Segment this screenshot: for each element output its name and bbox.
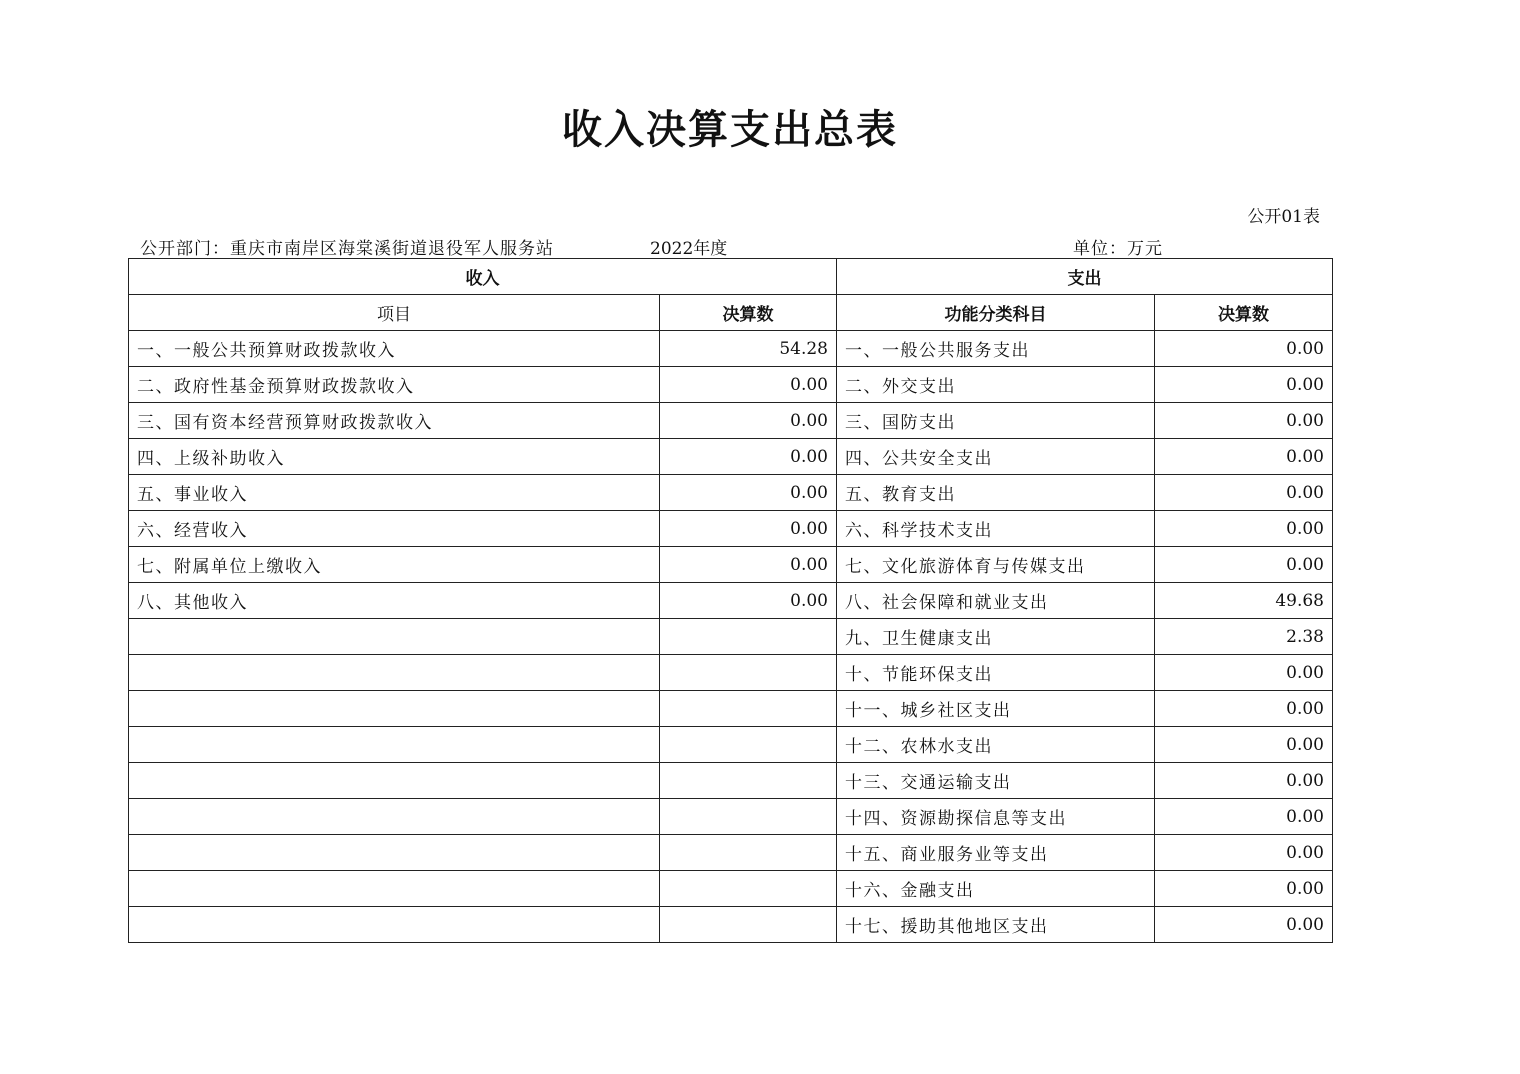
expense-item-label: 二、外交支出 — [837, 367, 1155, 403]
expense-item-value: 0.00 — [1155, 367, 1333, 403]
expense-item-value: 0.00 — [1155, 907, 1333, 943]
expense-item-value: 0.00 — [1155, 835, 1333, 871]
expense-item-value: 0.00 — [1155, 799, 1333, 835]
income-item-label: 一、一般公共预算财政拨款收入 — [129, 331, 660, 367]
income-item-label: 四、上级补助收入 — [129, 439, 660, 475]
expense-item-label: 九、卫生健康支出 — [837, 619, 1155, 655]
expense-item-label: 一、一般公共服务支出 — [837, 331, 1155, 367]
expense-item-label: 七、文化旅游体育与传媒支出 — [837, 547, 1155, 583]
table-row — [129, 403, 1333, 439]
form-number: 公开01表 — [1247, 207, 1320, 227]
income-item-value: 0.00 — [660, 475, 837, 511]
expense-item-label: 十二、农林水支出 — [837, 727, 1155, 763]
table-row — [129, 367, 1333, 403]
expense-item-value: 0.00 — [1155, 331, 1333, 367]
income-amount-column-header: 决算数 — [660, 295, 837, 331]
section-header-row — [129, 259, 1333, 295]
empty-cell — [129, 655, 660, 691]
expense-item-label: 三、国防支出 — [837, 403, 1155, 439]
table-row — [129, 727, 1333, 763]
expense-item-label: 十一、城乡社区支出 — [837, 691, 1155, 727]
table-row — [129, 511, 1333, 547]
expense-item-label: 十七、援助其他地区支出 — [837, 907, 1155, 943]
income-item-value: 54.28 — [660, 331, 837, 367]
income-item-value: 0.00 — [660, 439, 837, 475]
expense-item-value: 49.68 — [1155, 583, 1333, 619]
fiscal-year: 2022年度 — [650, 239, 728, 259]
empty-cell — [660, 619, 837, 655]
empty-cell — [129, 835, 660, 871]
expense-item-value: 0.00 — [1155, 655, 1333, 691]
expense-item-label: 十、节能环保支出 — [837, 655, 1155, 691]
expense-item-value: 0.00 — [1155, 727, 1333, 763]
expense-item-label: 十三、交通运输支出 — [837, 763, 1155, 799]
table-row — [129, 583, 1333, 619]
income-item-label: 七、附属单位上缴收入 — [129, 547, 660, 583]
expense-item-label: 八、社会保障和就业支出 — [837, 583, 1155, 619]
income-item-label: 三、国有资本经营预算财政拨款收入 — [129, 403, 660, 439]
expense-item-value: 0.00 — [1155, 403, 1333, 439]
table-row — [129, 907, 1333, 943]
expense-item-value: 0.00 — [1155, 439, 1333, 475]
empty-cell — [129, 871, 660, 907]
income-item-value: 0.00 — [660, 547, 837, 583]
income-item-label: 二、政府性基金预算财政拨款收入 — [129, 367, 660, 403]
income-item-label: 五、事业收入 — [129, 475, 660, 511]
table-row — [129, 655, 1333, 691]
expense-item-value: 0.00 — [1155, 475, 1333, 511]
expense-item-value: 0.00 — [1155, 763, 1333, 799]
table-row — [129, 439, 1333, 475]
table-row — [129, 799, 1333, 835]
expense-item-value: 0.00 — [1155, 871, 1333, 907]
table-row — [129, 763, 1333, 799]
expense-item-value: 0.00 — [1155, 511, 1333, 547]
empty-cell — [129, 799, 660, 835]
expense-item-label: 十四、资源勘探信息等支出 — [837, 799, 1155, 835]
department-label: 公开部门：重庆市南岸区海棠溪街道退役军人服务站 — [140, 239, 554, 259]
table-row — [129, 835, 1333, 871]
empty-cell — [129, 907, 660, 943]
item-column-header: 项目 — [129, 295, 660, 331]
table-row — [129, 331, 1333, 367]
empty-cell — [129, 727, 660, 763]
empty-cell — [660, 691, 837, 727]
table-row — [129, 691, 1333, 727]
table-row — [129, 619, 1333, 655]
income-item-value: 0.00 — [660, 511, 837, 547]
page-title: 收入决算支出总表 — [562, 106, 898, 153]
income-item-label: 八、其他收入 — [129, 583, 660, 619]
expense-item-value: 0.00 — [1155, 547, 1333, 583]
empty-cell — [660, 871, 837, 907]
table-row — [129, 547, 1333, 583]
empty-cell — [129, 763, 660, 799]
expense-section-header: 支出 — [837, 259, 1333, 295]
expense-item-value: 2.38 — [1155, 619, 1333, 655]
empty-cell — [660, 655, 837, 691]
empty-cell — [129, 691, 660, 727]
unit-label: 单位：万元 — [1073, 239, 1163, 259]
expense-item-value: 0.00 — [1155, 691, 1333, 727]
income-section-header: 收入 — [129, 259, 837, 295]
expense-item-label: 六、科学技术支出 — [837, 511, 1155, 547]
budget-summary-table — [128, 258, 1333, 943]
expense-item-label: 十六、金融支出 — [837, 871, 1155, 907]
empty-cell — [129, 619, 660, 655]
empty-cell — [660, 727, 837, 763]
table-row — [129, 871, 1333, 907]
income-item-value: 0.00 — [660, 367, 837, 403]
table-row — [129, 475, 1333, 511]
expense-item-label: 四、公共安全支出 — [837, 439, 1155, 475]
empty-cell — [660, 799, 837, 835]
expense-item-label: 十五、商业服务业等支出 — [837, 835, 1155, 871]
expense-item-label: 五、教育支出 — [837, 475, 1155, 511]
expense-amount-column-header: 决算数 — [1155, 295, 1333, 331]
empty-cell — [660, 763, 837, 799]
empty-cell — [660, 907, 837, 943]
income-item-value: 0.00 — [660, 403, 837, 439]
income-item-label: 六、经营收入 — [129, 511, 660, 547]
column-header-row — [129, 295, 1333, 331]
income-item-value: 0.00 — [660, 583, 837, 619]
function-category-column-header: 功能分类科目 — [837, 295, 1155, 331]
empty-cell — [660, 835, 837, 871]
